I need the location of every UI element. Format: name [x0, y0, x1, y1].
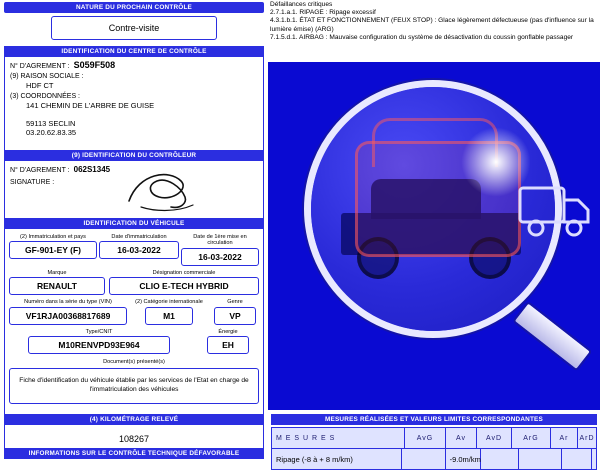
mesures-table: [271, 427, 597, 470]
header-immatriculation: (2) Immatriculation et pays: [20, 234, 86, 241]
header-categorie-internationale: (2) Catégorie internationale: [135, 299, 203, 306]
row-ripage-avd: [481, 449, 519, 469]
controleur-signature-label: SIGNATURE :: [10, 179, 55, 187]
field-immatriculation: GF-901-EY (F): [9, 241, 97, 259]
controleur-details-box: [4, 161, 264, 223]
header-vin: Numéro dans la série du type (VIN): [24, 299, 112, 306]
info-section-title: INFORMATIONS SUR LE CONTRÔLE TECHNIQUE DÉFAVORABLE: [4, 448, 264, 459]
centre-section-title: IDENTIFICATION DU CENTRE DE CONTRÔLE: [4, 46, 264, 57]
centre-raison-value: HDF CT: [26, 81, 54, 91]
centre-raison-label: (9) RAISON SOCIALE :: [10, 73, 84, 81]
kilometrage-value: 108267: [118, 434, 150, 445]
controleur-agrement-value: 062S1345: [73, 165, 111, 175]
magnifier-vehicle-illustration: [268, 62, 600, 410]
row-ripage-ar: [562, 449, 592, 469]
defaillance-line-2: 4.3.1.b.1. ÉTAT ET FONCTIONNEMENT (FEUX STOP) : Glace légèrement défectueuse (pas d'influence sur la lumière émise) (ARG): [270, 17, 594, 33]
field-date-immatriculation: 16-03-2022: [99, 241, 179, 259]
section-informations-controle-defavorable: [4, 448, 264, 459]
field-type-cnit: M10RENVPD93E964: [28, 336, 170, 354]
col-av: Av: [446, 428, 477, 448]
row-ripage-ard: [592, 449, 596, 469]
col-mesures: M E S U R E S: [272, 428, 405, 448]
signature-icon: [123, 167, 203, 215]
section-identification-centre: [4, 46, 264, 155]
defaillances-list: [268, 0, 600, 62]
vehicule-section-title: IDENTIFICATION DU VÉHICULE: [4, 218, 264, 229]
right-column: [268, 0, 600, 470]
mesures-section-title-bar: [271, 414, 597, 425]
header-type-cnit: Type/CNIT: [85, 328, 113, 335]
col-arg: ArG: [512, 428, 551, 448]
section-identification-controleur: [4, 150, 264, 223]
mesures-section-title: MESURES RÉALISÉES ET VALEURS LIMITES CORRESPONDANTES: [271, 414, 597, 425]
centre-coord-line3: 03.20.62.83.35: [26, 128, 77, 138]
field-documents-presentes: Fiche d'identification du véhicule établie par les services de l'Etat en charge de l'immatriculation des véhicules: [9, 368, 259, 404]
row-ripage-avg: [402, 449, 446, 469]
nature-value: Contre-visite: [108, 23, 160, 34]
controleur-agrement-label: N° D'AGREMENT :: [10, 167, 70, 175]
header-documents-presentes: Document(s) présenté(s): [103, 359, 165, 366]
nature-section-title: NATURE DU PROCHAIN CONTRÔLE: [4, 2, 264, 13]
header-marque: Marque: [47, 269, 67, 276]
row-ripage-av: -9.0m/km: [446, 449, 481, 469]
field-vin: VF1RJA00368817689: [9, 307, 127, 325]
vehicule-details-box: [4, 229, 264, 421]
mesures-table-header: [271, 427, 597, 448]
field-energie: EH: [207, 336, 249, 354]
header-date-premiere-mise-circulation: Date de 1ère mise en circulation: [193, 234, 247, 247]
defaillance-line-1: 2.7.1.a.1. RIPAGE : Ripage excessif: [270, 9, 376, 17]
field-genre: VP: [214, 307, 256, 325]
centre-coord-line2: 59113 SECLIN: [26, 119, 76, 129]
field-categorie-internationale: M1: [145, 307, 193, 325]
section-nature-prochain-controle: [4, 2, 264, 40]
defaillances-heading: Défaillances critiques: [270, 1, 333, 8]
row-ripage-arg: [519, 449, 561, 469]
nature-value-box: [51, 16, 217, 40]
centre-coord-label: (3) COORDONNÉES :: [10, 93, 81, 101]
col-avg: AvG: [405, 428, 446, 448]
col-avd: AvD: [477, 428, 512, 448]
kilometrage-section-title: (4) KILOMÉTRAGE RELEVÉ: [4, 414, 264, 425]
field-designation-commerciale: CLIO E-TECH HYBRID: [109, 277, 259, 295]
centre-agrement-label: N° D'AGREMENT :: [10, 63, 70, 71]
section-identification-vehicule: [4, 218, 264, 421]
header-designation-commerciale: Désignation commerciale: [152, 269, 216, 276]
col-ar: Ar: [551, 428, 578, 448]
centre-agrement-value: S059F508: [73, 60, 116, 71]
field-date-premiere-mise-circulation: 16-03-2022: [181, 248, 259, 266]
truck-icon: [516, 174, 594, 246]
table-row: [271, 448, 597, 470]
field-marque: RENAULT: [9, 277, 105, 295]
defaillance-line-3: 7.1.5.d.1. AIRBAG : Mauvaise configuration du système de désactivation du coussin gonflable passager: [270, 33, 574, 41]
controleur-section-title: (9) IDENTIFICATION DU CONTRÔLEUR: [4, 150, 264, 161]
col-ard: ArD: [579, 434, 595, 442]
header-energie: Énergie: [218, 328, 238, 335]
centre-coord-line1: 141 CHEMIN DE L'ARBRE DE GUISE: [26, 101, 155, 111]
centre-details-box: [4, 57, 264, 155]
row-label-ripage: Ripage (-8 à + 8 m/km): [272, 449, 402, 469]
left-column: [0, 0, 268, 470]
header-genre: Genre: [227, 299, 243, 306]
header-date-immatriculation: Date d'immatriculation: [111, 234, 167, 241]
